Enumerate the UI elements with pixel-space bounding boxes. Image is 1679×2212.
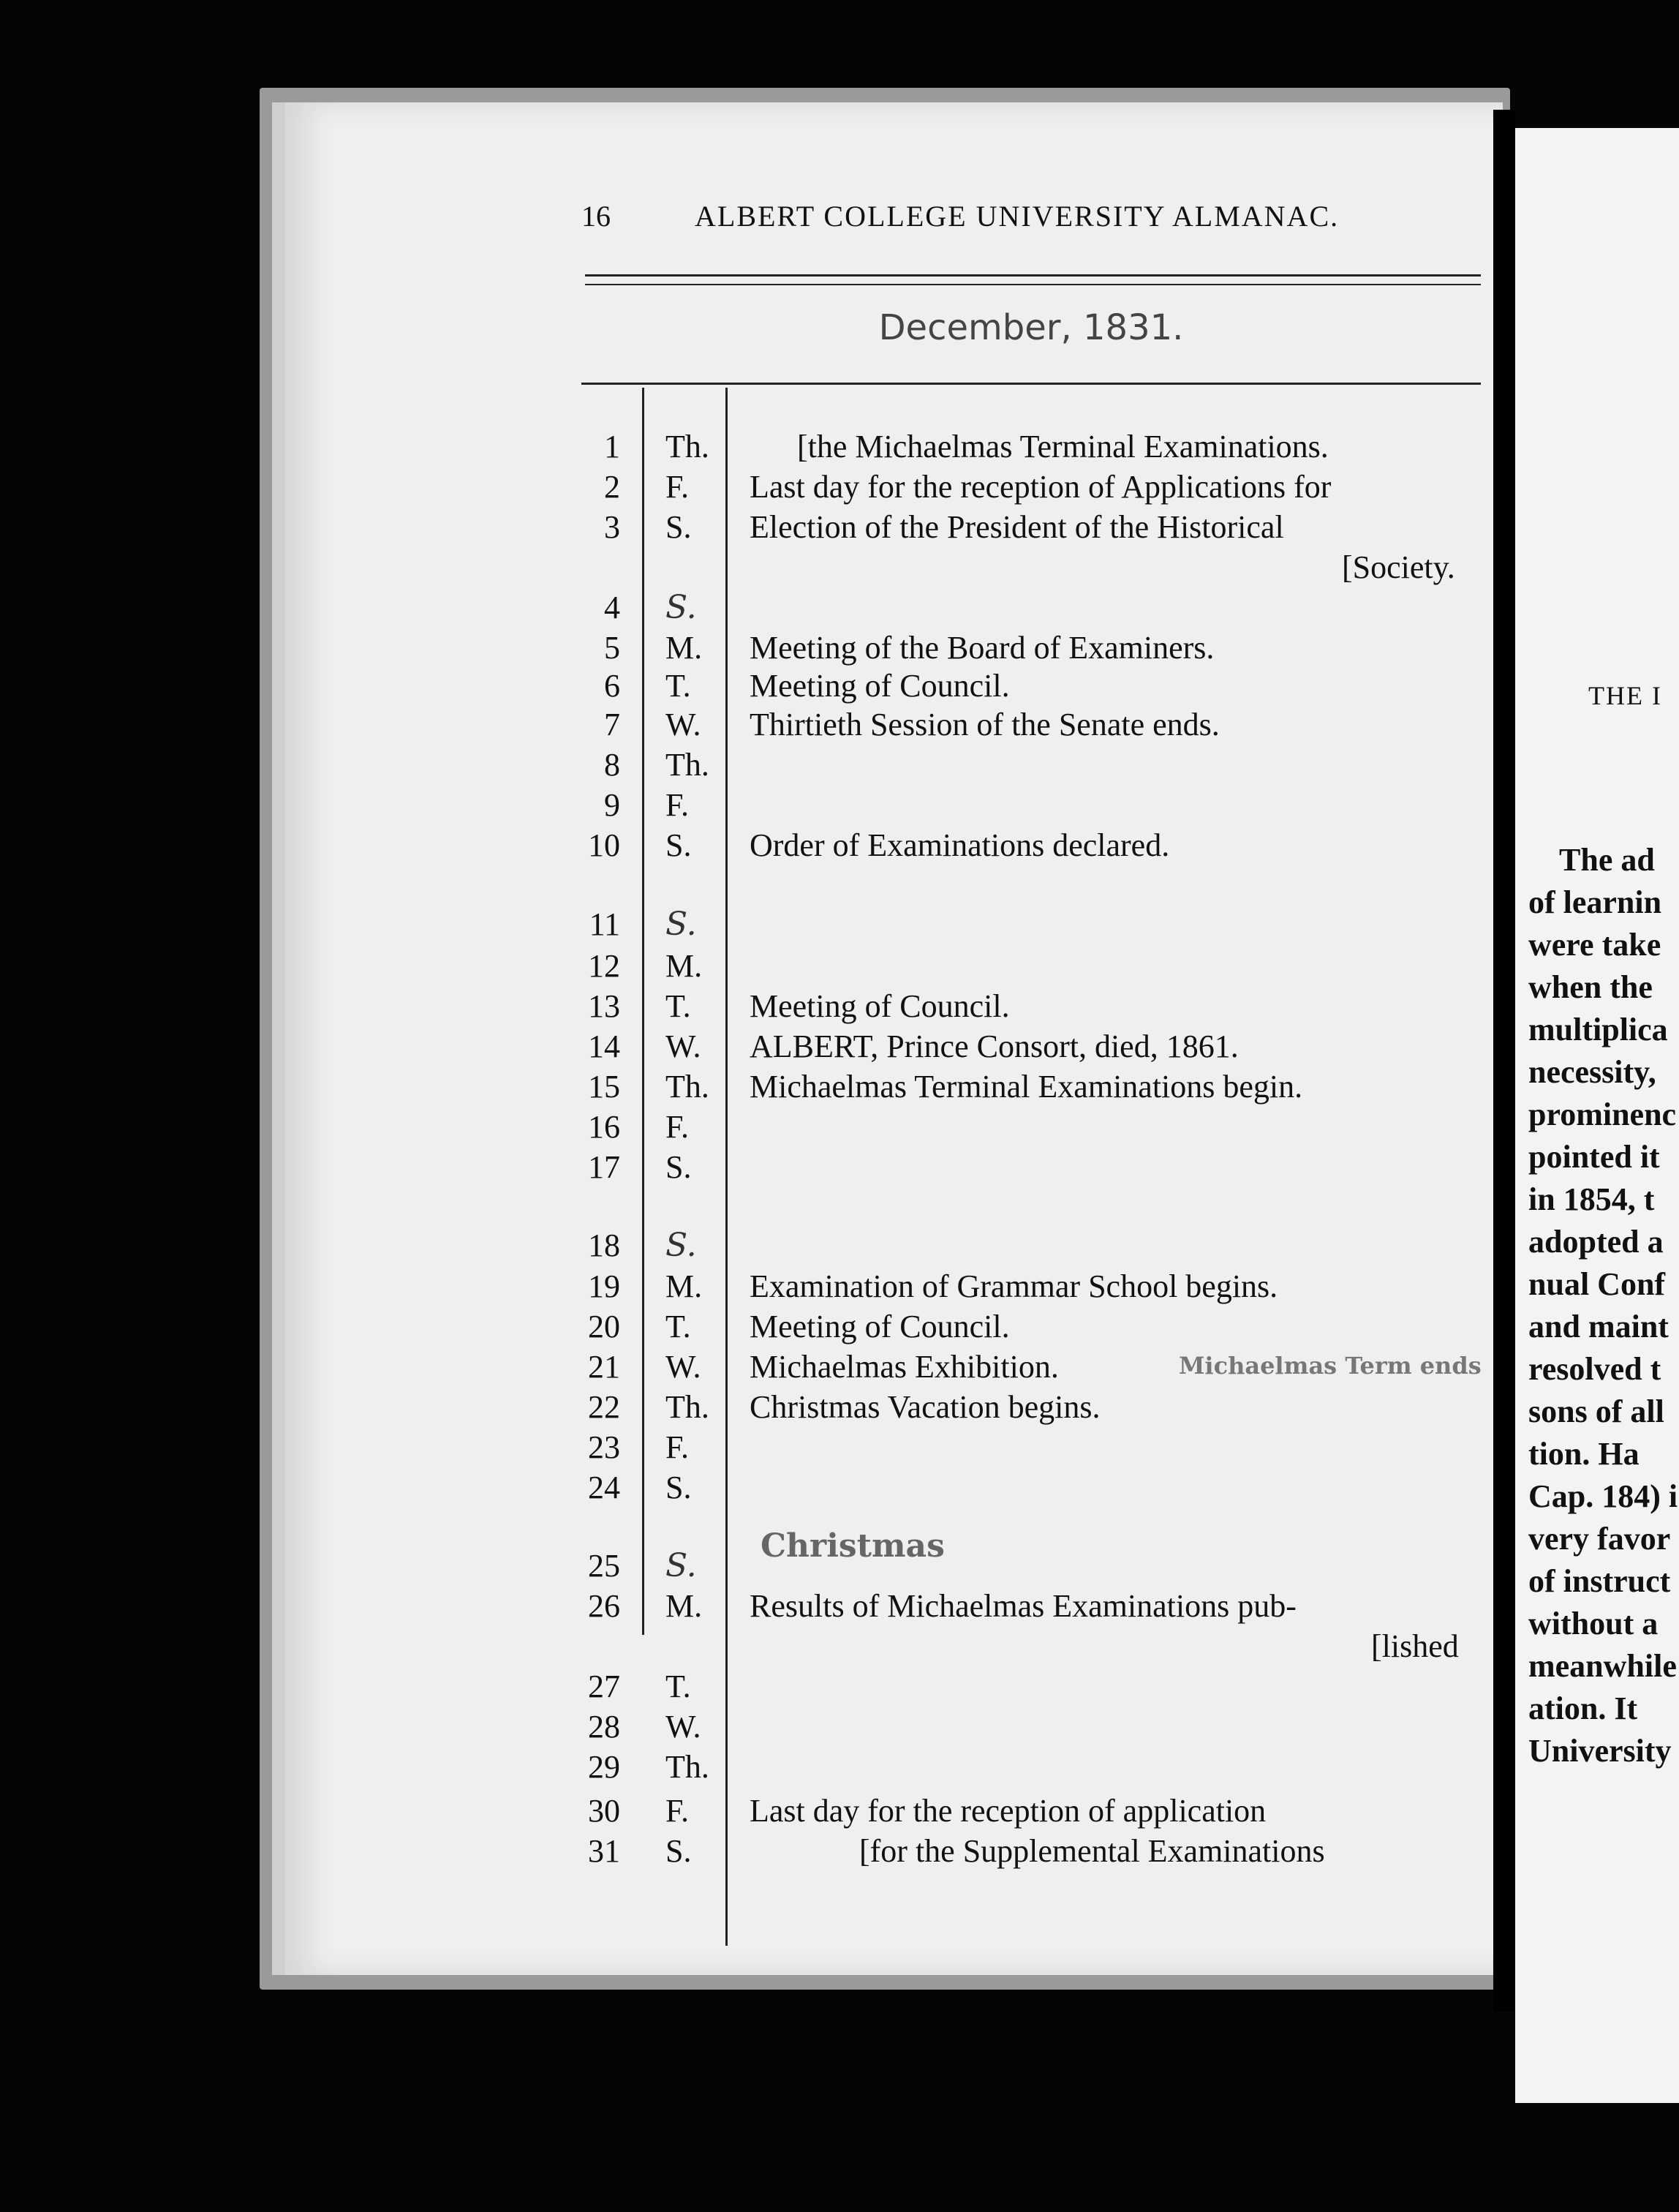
day-number: 15 [588,1069,620,1105]
event-text: Order of Examinations declared. [750,827,1170,863]
facing-line: without a [1528,1606,1659,1641]
event-text: Thirtieth Session of the Senate ends. [750,707,1220,742]
book-gutter [1493,110,1515,2012]
facing-heading: THE I [1588,681,1662,710]
event-text: Michaelmas Exhibition. [750,1349,1059,1385]
event-text: Results of Michaelmas Examinations pub- [750,1588,1297,1624]
header-rule-top [585,274,1481,276]
day-number: 16 [588,1109,620,1145]
weekday: F. [665,1429,689,1465]
facing-line: multiplica [1528,1012,1668,1047]
day-number: 12 [588,948,620,984]
facing-line: when the [1528,969,1653,1005]
weekday: S. [665,827,692,863]
facing-line: were take [1528,927,1661,963]
day-number: 3 [604,509,620,545]
event-text: [for the Supplemental Examinations [859,1833,1325,1869]
month-title: December, 1831. [878,307,1184,348]
day-number: 17 [588,1149,620,1185]
facing-line: very favor [1528,1521,1671,1557]
weekday: F. [665,1793,689,1829]
page-number: 16 [581,200,611,233]
event-text: ALBERT, Prince Consort, died, 1861. [750,1028,1239,1064]
weekday: Th. [665,747,709,783]
day-number: 7 [604,707,620,742]
weekday-sunday: S. [665,589,697,626]
day-number: 14 [588,1028,620,1064]
facing-line: of learnin [1528,884,1662,920]
day-number: 23 [588,1429,620,1465]
weekday: F. [665,787,689,823]
day-number: 30 [588,1793,620,1829]
facing-line: sons of all [1528,1393,1664,1429]
header-rule-bottom [585,284,1481,285]
facing-page [1515,128,1679,2103]
weekday: T. [665,1309,691,1344]
day-number: 1 [604,429,620,464]
event-text: Meeting of the Board of Examiners. [750,630,1215,666]
day-number: 11 [589,906,620,942]
facing-line: The ad [1559,842,1655,878]
day-number: 27 [588,1669,620,1704]
day-number: 20 [588,1309,620,1344]
facing-line: adopted a [1528,1224,1664,1260]
event-text: [lished [1371,1628,1459,1664]
event-text: Election of the President of the Historical [750,509,1284,545]
handwritten-term-ends: Michaelmas Term ends [1179,1352,1482,1380]
event-text: Meeting of Council. [750,1309,1010,1344]
event-text: Michaelmas Terminal Examinations begin. [750,1069,1303,1105]
weekday: M. [665,1268,703,1304]
column-divider-left [642,388,644,1635]
weekday: T. [665,1669,691,1704]
weekday: F. [665,469,689,505]
day-number: 9 [604,787,620,823]
day-number: 4 [604,590,620,625]
event-text: [the Michaelmas Terminal Examinations. [797,429,1329,464]
event-text: [Society. [1342,549,1455,585]
event-text: Examination of Grammar School begins. [750,1268,1278,1304]
day-number: 10 [588,827,620,863]
weekday: T. [665,668,691,704]
running-header [581,199,1339,233]
facing-line: University [1528,1733,1672,1769]
weekday: W. [665,707,701,742]
day-number: 28 [588,1709,620,1745]
weekday: M. [665,948,703,984]
facing-line: of instruct [1528,1563,1671,1599]
day-number: 29 [588,1749,620,1785]
day-number: 18 [588,1227,620,1263]
event-text: Last day for the reception of application [750,1793,1267,1829]
facing-line: and maint [1528,1309,1669,1344]
column-divider-right [725,388,728,1946]
weekday: S. [665,1470,692,1505]
day-number: 6 [604,668,620,704]
weekday: Th. [665,1389,709,1425]
weekday: T. [665,988,691,1024]
weekday: M. [665,1588,703,1624]
weekday: F. [665,1109,689,1145]
day-number: 19 [588,1268,620,1304]
day-number: 22 [588,1389,620,1425]
facing-line: in 1854, t [1528,1181,1655,1217]
facing-line: Cap. 184) i [1528,1478,1678,1514]
weekday: S. [665,1149,692,1185]
day-number: 25 [588,1548,620,1584]
weekday-sunday: S. [665,1227,697,1264]
facing-line: prominenc [1528,1096,1677,1132]
weekday: S. [665,1833,692,1869]
facing-line: tion. Ha [1528,1436,1640,1472]
weekday: Th. [665,429,709,464]
day-number: 5 [604,630,620,666]
facing-line: pointed it [1528,1139,1660,1175]
event-text: Last day for the reception of Applications for [750,469,1332,505]
day-number: 2 [604,469,620,505]
event-text: Meeting of Council. [750,988,1010,1024]
handwritten-christmas: Christmas [761,1527,945,1565]
facing-line: nual Conf [1528,1266,1666,1302]
event-text: Christmas Vacation begins. [750,1389,1101,1425]
day-number: 26 [588,1588,620,1624]
weekday-sunday: S. [665,906,697,943]
weekday-sunday: S. [665,1547,697,1584]
weekday: W. [665,1349,701,1385]
day-number: 8 [604,747,620,783]
facing-line: necessity, [1528,1054,1656,1090]
facing-line: meanwhile [1528,1648,1677,1684]
facing-line: ation. It [1528,1690,1638,1726]
weekday: S. [665,509,692,545]
weekday: W. [665,1709,701,1745]
weekday: W. [665,1028,701,1064]
weekday: Th. [665,1069,709,1105]
header-title: ALBERT COLLEGE UNIVERSITY ALMANAC. [695,200,1340,233]
weekday: M. [665,630,703,666]
day-number: 13 [588,988,620,1024]
day-number: 31 [588,1833,620,1869]
calendar-top-rule [581,383,1481,385]
facing-line: resolved t [1528,1351,1661,1387]
event-text: Meeting of Council. [750,668,1010,704]
day-number: 24 [588,1470,620,1505]
day-number: 21 [588,1349,620,1385]
weekday: Th. [665,1749,709,1785]
